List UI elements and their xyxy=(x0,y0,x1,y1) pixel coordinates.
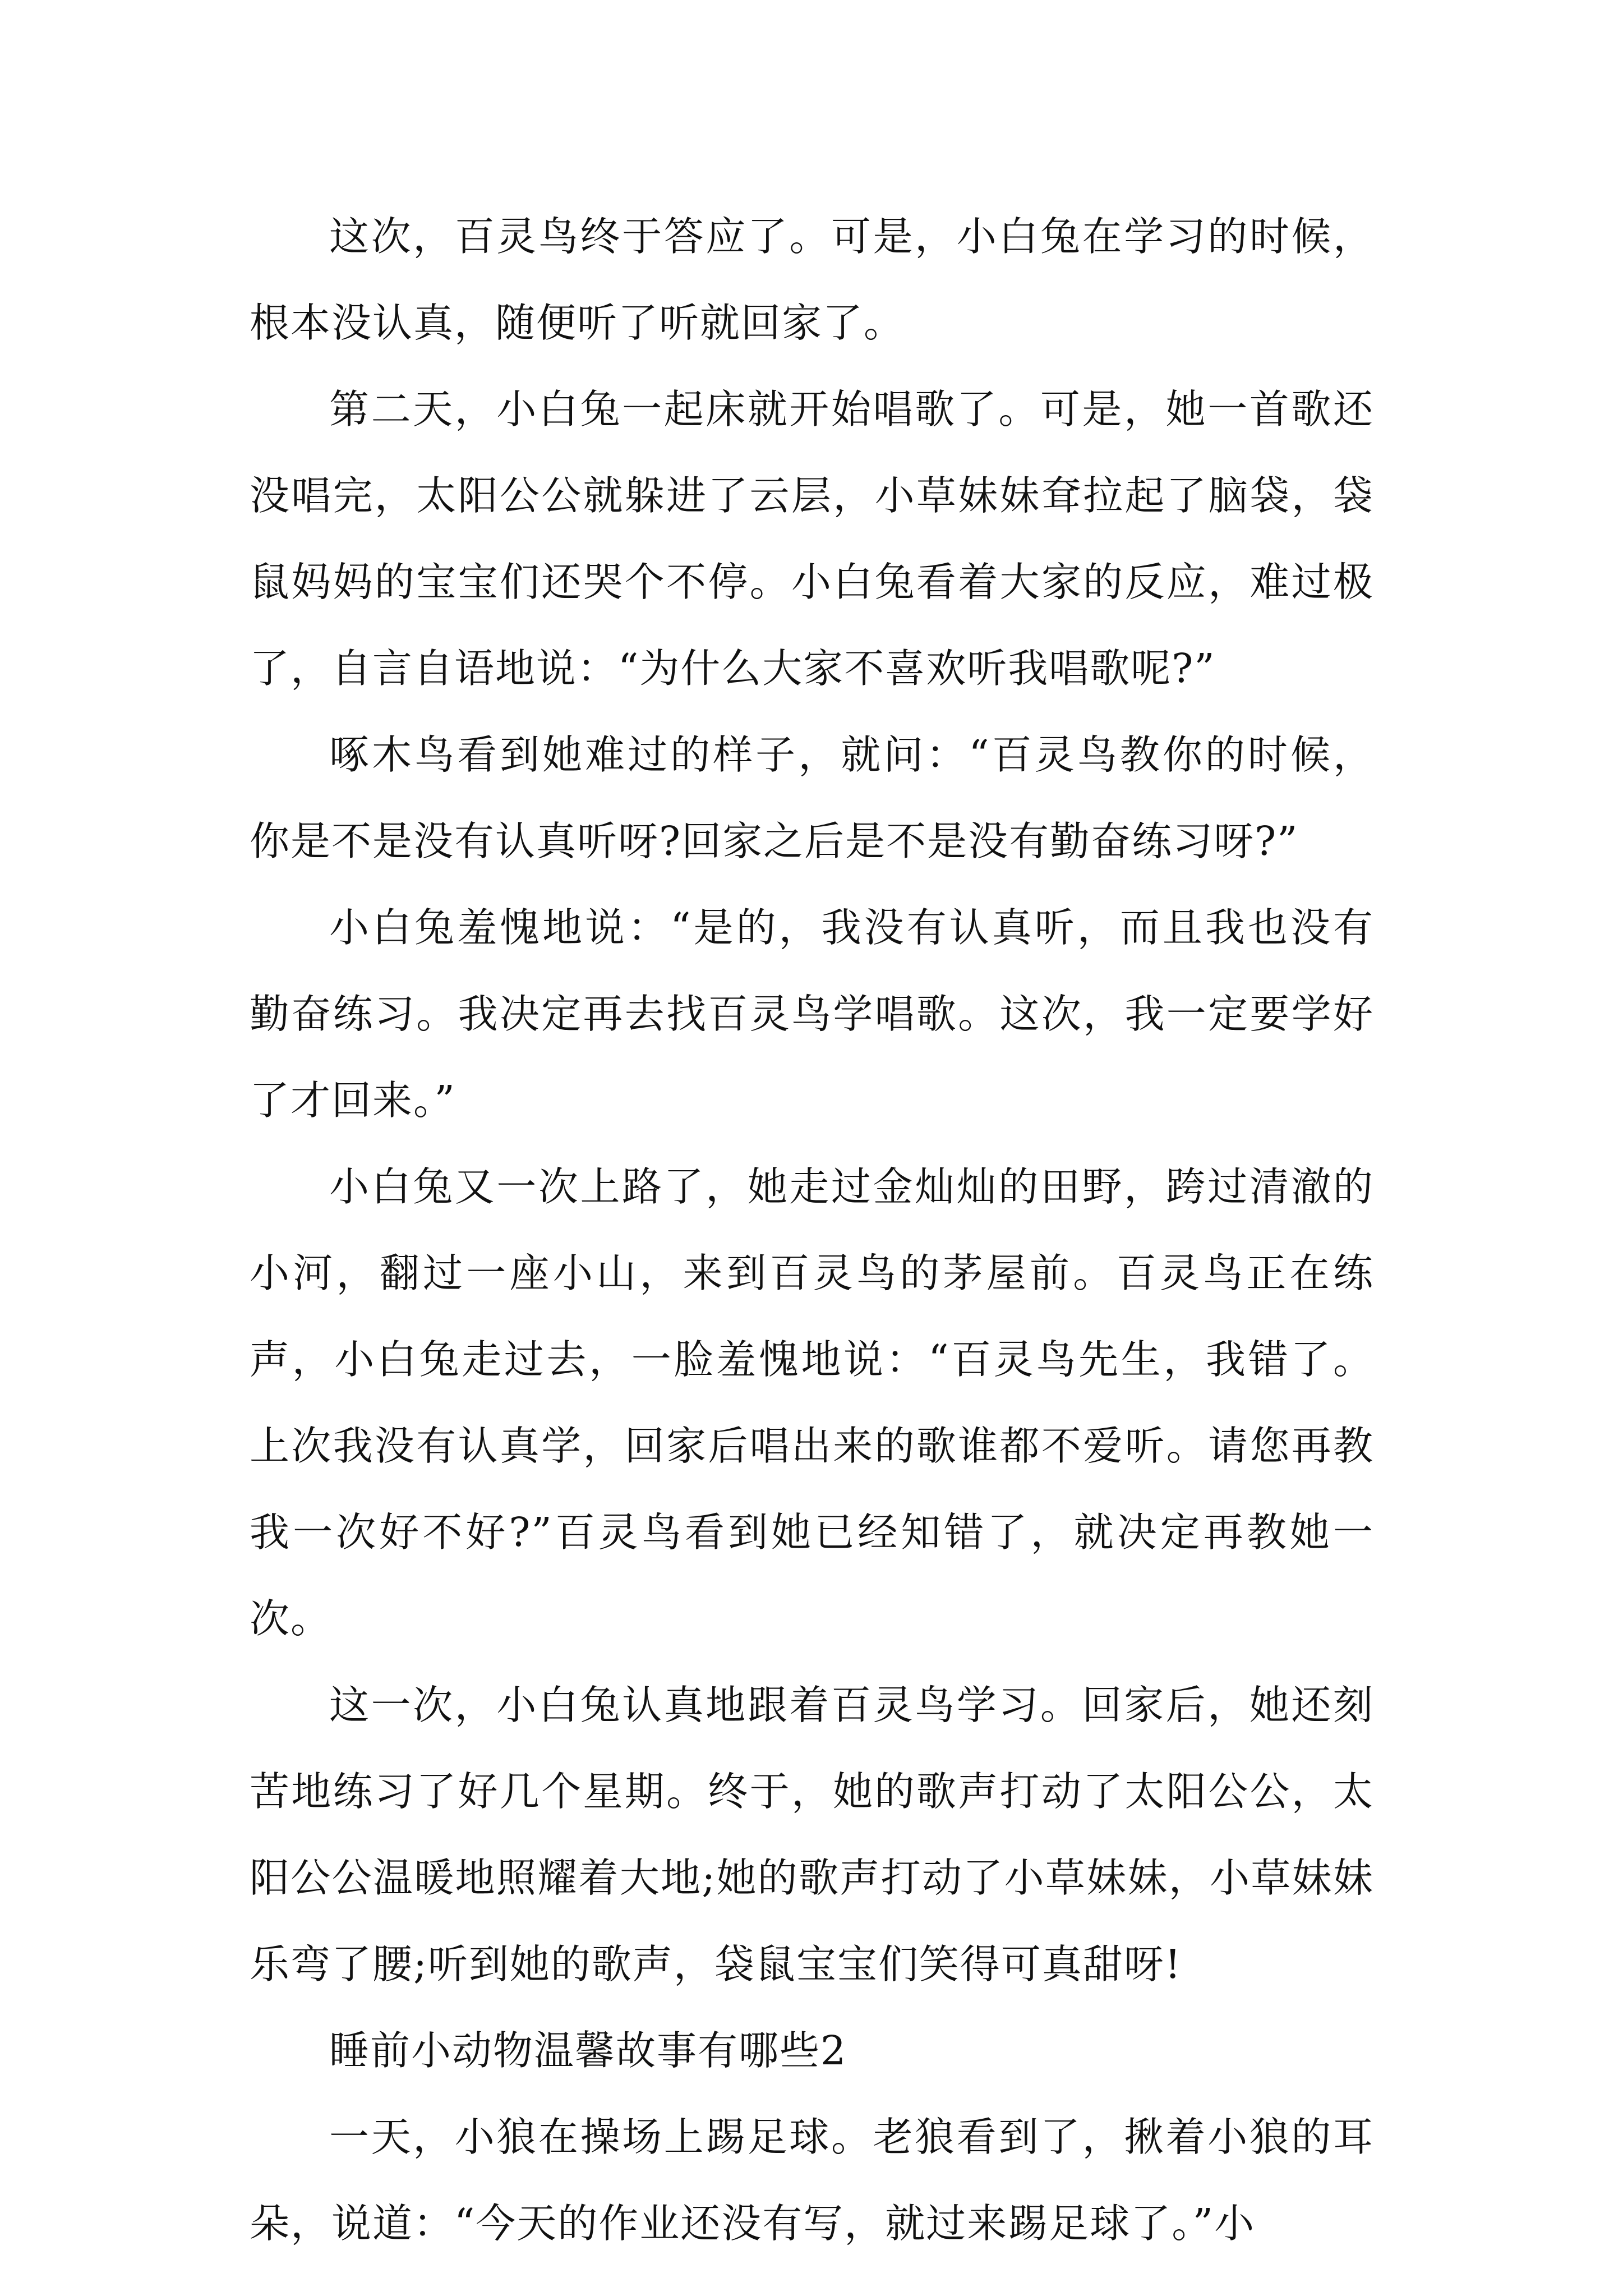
paragraph-3: 啄木鸟看到她难过的样子，就问：“百灵鸟教你的时候，你是不是没有认真听呀?回家之后是不是没有勤奋练习呀?” xyxy=(250,731,1374,864)
paragraph-2: 第二天，小白兔一起床就开始唱歌了。可是，她一首歌还没唱完，太阳公公就躲进了云层，小草妹妹耷拉起了脑袋，袋鼠妈妈的宝宝们还哭个不停。小白兔看着大家的反应，难过极了，自言自语地说：“为什么大家不喜欢听我唱歌呢?” xyxy=(250,386,1374,692)
document-body xyxy=(250,194,1374,2267)
paragraph-7: 一天，小狼在操场上踢足球。老狼看到了，揪着小狼的耳朵，说道：“今天的作业还没有写，就过来踢足球了。”小 xyxy=(250,2114,1374,2247)
paragraph-5: 小白兔又一次上路了，她走过金灿灿的田野，跨过清澈的小河，翻过一座小山，来到百灵鸟的茅屋前。百灵鸟正在练声，小白兔走过去，一脸羞愧地说：“百灵鸟先生，我错了。上次我没有认真学，回家后唱出来的歌谁都不爱听。请您再教我一次好不好?”百灵鸟看到她已经知错了，就决定再教她一次。 xyxy=(250,1163,1374,1642)
section-heading: 睡前小动物温馨故事有哪些2 xyxy=(329,2027,847,2074)
paragraph-6: 这一次，小白兔认真地跟着百灵鸟学习。回家后，她还刻苦地练习了好几个星期。终于，她的歌声打动了太阳公公，太阳公公温暖地照耀着大地;她的歌声打动了小草妹妹，小草妹妹乐弯了腰;听到她的歌声，袋鼠宝宝们笑得可真甜呀! xyxy=(250,1682,1374,1987)
paragraph-4: 小白兔羞愧地说：“是的，我没有认真听，而且我也没有勤奋练习。我决定再去找百灵鸟学唱歌。这次，我一定要学好了才回来。” xyxy=(250,904,1374,1124)
paragraph-1: 这次，百灵鸟终于答应了。可是，小白兔在学习的时候，根本没认真，随便听了听就回家了。 xyxy=(250,213,1374,346)
